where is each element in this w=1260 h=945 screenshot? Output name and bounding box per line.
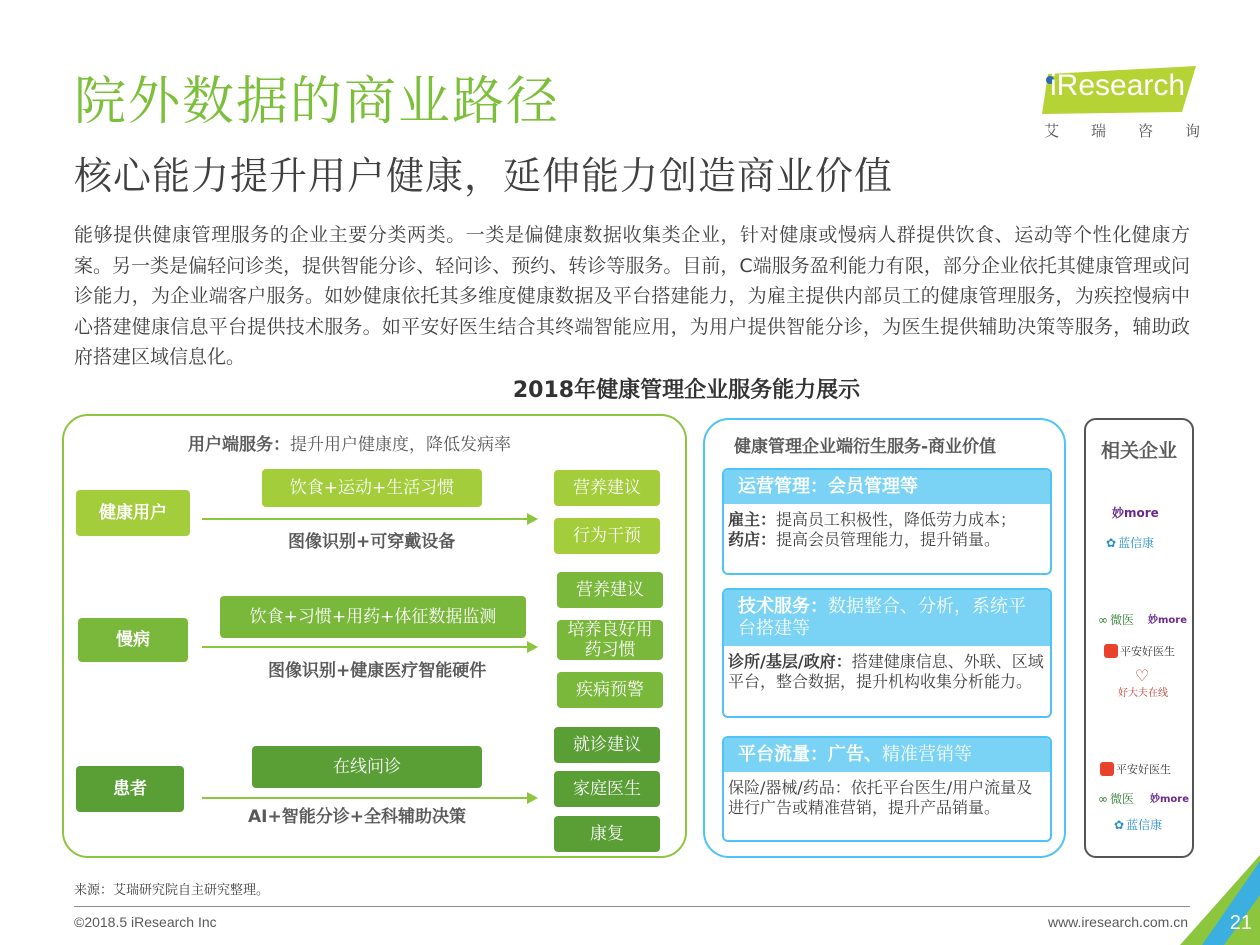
arrow: [202, 518, 536, 520]
output-box: 康复: [554, 816, 660, 852]
user-panel-heading-text: 提升用户健康度，降低发病率: [290, 435, 511, 455]
logo-char: 咨: [1137, 122, 1153, 140]
heart-icon: ♡: [1134, 666, 1150, 685]
logo-char: 艾: [1044, 122, 1060, 140]
user-panel-heading-bold: 用户端服务：: [188, 435, 290, 455]
logo-char: 瑞: [1090, 122, 1106, 140]
intro-paragraph: 能够提供健康管理服务的企业主要分类两类。一类是偏健康数据收集类企业，针对健康或慢病人群提供饮食、运动等个性化健康方案。另一类是偏轻问诊类，提供智能分诊、轻问诊、预约、转诊等服务。目前，C端服务盈利能力有限，部分企业依托其健康管理或问诊能力，为企业端客户服务。如妙健康依托其多维度健康数据及平台搭建能力，为雇主提供内部员工的健康管理服务，为疾控慢病中心搭建健康信息平台提供技术服务。如平安好医生结合其终端智能应用，为用户提供智能分诊，为医生提供辅助决策等服务，辅助政府搭建区域信息化。: [74, 224, 1190, 368]
value-card-tech: [722, 588, 1052, 718]
group-chronic: 慢病: [78, 618, 188, 662]
lanxinkang-icon: ✿: [1106, 535, 1117, 550]
card-title: 平台流量：广告、精准营销等: [724, 738, 1050, 772]
value-card-operations: [722, 468, 1052, 575]
diagram-title-row: [0, 373, 1260, 404]
output-box: 家庭医生: [554, 771, 660, 807]
weiyi-icon: ∞: [1098, 791, 1108, 806]
footer-divider: [74, 906, 1190, 907]
card-line: 雇主：提高员工积极性，降低劳力成本；: [728, 510, 1017, 529]
group-patients: 患者: [76, 766, 184, 812]
logo-chinese: [1044, 120, 1200, 141]
pingan-icon: [1104, 644, 1118, 658]
lanxinkang-icon: ✿: [1114, 817, 1125, 832]
output-box: 行为干预: [554, 518, 660, 554]
logo-lanxinkang: ✿ 蓝信康: [1114, 817, 1163, 832]
card-body: [724, 504, 1050, 554]
weiyi-icon: ∞: [1098, 612, 1108, 627]
card-body: [724, 772, 1050, 822]
logo-char: 询: [1184, 122, 1200, 140]
output-box: 培养良好用药习惯: [557, 620, 663, 660]
arrow: [202, 646, 536, 648]
companies-heading: 相关企业: [1100, 440, 1177, 462]
card-title: 技术服务：数据整合、分析，系统平台搭建等: [724, 590, 1050, 646]
logo-miao-more: 妙more: [1148, 615, 1188, 626]
business-panel-heading: 健康管理企业端衍生服务-商业价值: [734, 437, 997, 457]
arrow: [202, 797, 536, 799]
output-box: 就诊建议: [554, 727, 660, 763]
iresearch-logo: [1042, 66, 1200, 146]
page-title: 院外数据的商业路径: [74, 72, 561, 132]
logo-lanxinkang: ✿ 蓝信康: [1106, 535, 1155, 550]
user-panel-heading: [188, 430, 511, 455]
source-note: 来源：艾瑞研究院自主研究整理。: [74, 883, 270, 898]
logo-weiyi: ∞ 微医: [1098, 612, 1135, 627]
copyright: ©2018.5 iResearch Inc: [74, 914, 217, 930]
card-line: 诊所/基层/政府：搭建健康信息、外联、区域平台，整合数据，提升机构收集分析能力。: [728, 652, 1044, 691]
service-box: 在线问诊: [252, 746, 482, 788]
page-subtitle: 核心能力提升用户健康，延伸能力创造商业价值: [74, 154, 894, 198]
tech-label: 图像识别+健康医疗智能硬件: [268, 661, 487, 681]
logo-haodaifu: ♡ 好大夫在线: [1118, 666, 1168, 699]
website-link[interactable]: www.iresearch.com.cn: [1047, 914, 1188, 930]
logo-miao-more: 妙more: [1112, 506, 1159, 520]
output-box: 营养建议: [554, 470, 660, 506]
tech-label: 图像识别+可穿戴设备: [288, 532, 456, 552]
tech-label: AI+智能分诊+全科辅助决策: [248, 807, 466, 827]
logo-wordmark: iResearch: [1050, 69, 1186, 102]
page-number: 21: [1229, 912, 1252, 934]
logo-miao-more: 妙more: [1150, 794, 1190, 805]
pingan-icon: [1100, 762, 1114, 776]
logo-weiyi: ∞ 微医: [1098, 791, 1135, 806]
card-body: [724, 646, 1050, 696]
card-line: 保险/器械/药品：依托平台医生/用户流量及进行广告或精准营销，提升产品销量。: [728, 778, 1033, 817]
value-card-traffic: [722, 736, 1052, 842]
group-healthy-users: 健康用户: [76, 490, 190, 536]
logo-pingan: 平安好医生: [1100, 761, 1171, 777]
logo-pingan: 平安好医生: [1104, 643, 1175, 659]
card-title: 运营管理：会员管理等: [724, 470, 1050, 504]
diagram-title: 2018年健康管理企业服务能力展示: [512, 378, 861, 403]
output-box: 疾病预警: [557, 672, 663, 708]
card-line: 药店：提高会员管理能力，提升销量。: [728, 530, 1001, 549]
service-box: 饮食+习惯+用药+体征数据监测: [220, 596, 526, 638]
service-box: 饮食+运动+生活习惯: [262, 469, 482, 507]
output-box: 营养建议: [557, 572, 663, 608]
